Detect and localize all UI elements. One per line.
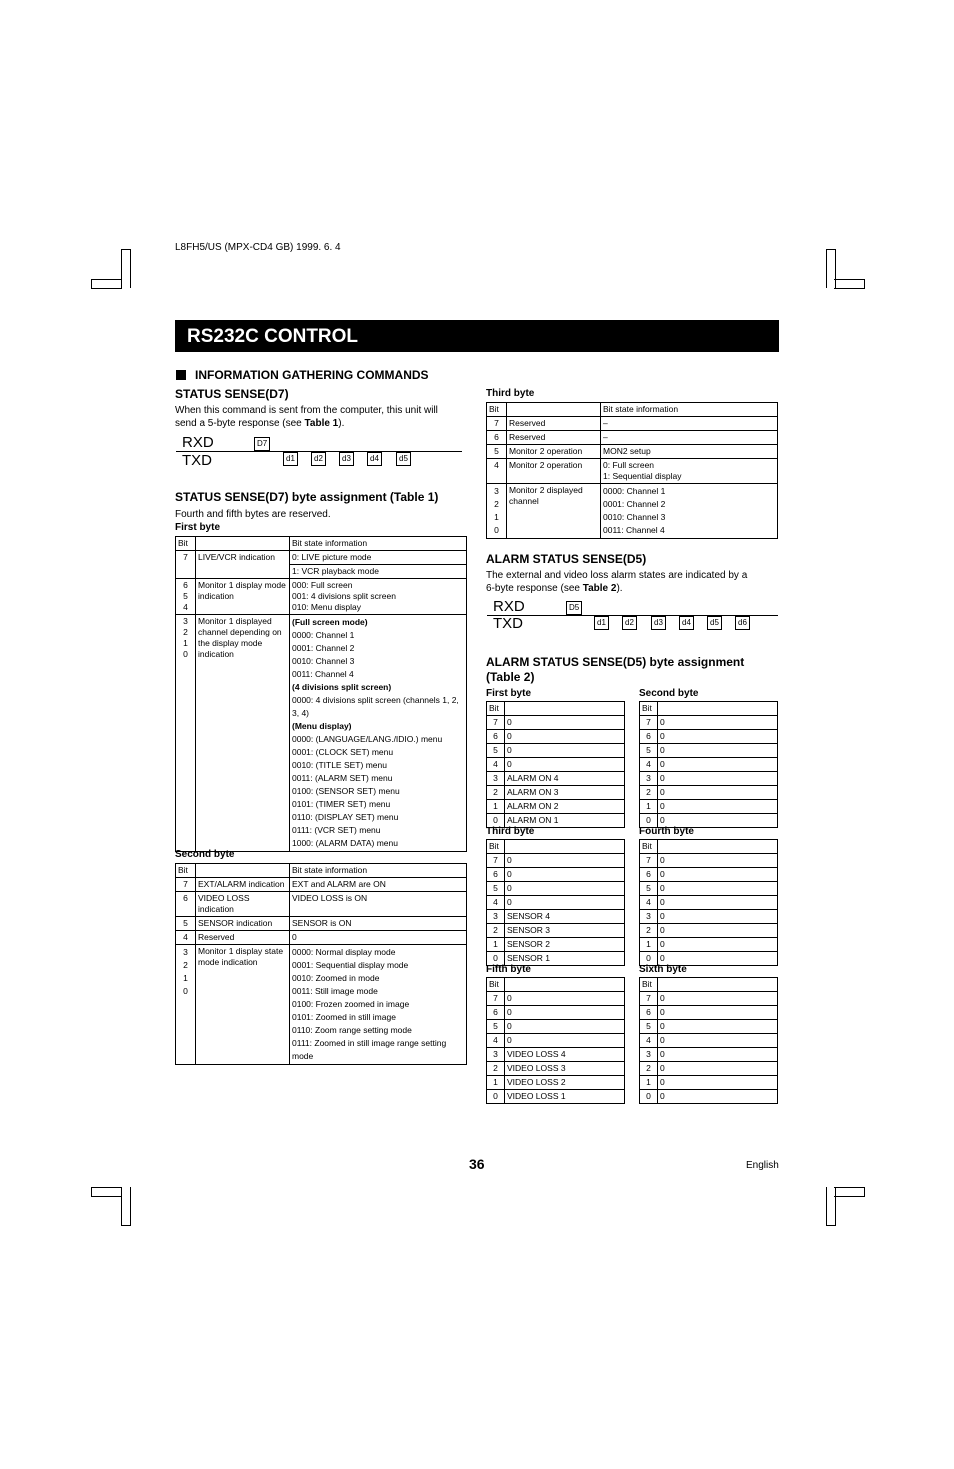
bit-cell: 7 [176, 878, 196, 892]
table-row: 7 0 [487, 992, 625, 1006]
bit-cell: 4 [487, 459, 507, 484]
table1-second-byte-label: Second byte [175, 849, 235, 860]
alarm-txd-byte-2: d2 [622, 616, 637, 630]
table1-note: Fourth and fifth bytes are reserved. [175, 509, 331, 520]
table-row: 2 ALARM ON 3 [487, 786, 625, 800]
table1-first-byte-label: First byte [175, 522, 221, 533]
state-cell: SENSOR is ON [290, 917, 467, 931]
table-row: 5 0 [640, 1020, 778, 1034]
table-row: 2 0 [640, 1062, 778, 1076]
field-name: Monitor 2 operation [507, 445, 601, 459]
title-bar [175, 320, 779, 352]
table2-byte-label: First byte [486, 688, 532, 699]
field-name: LIVE/VCR indication [196, 551, 290, 579]
table2-byte-label: Second byte [639, 688, 699, 699]
table-row: 2 0 [640, 786, 778, 800]
table-row: 0 0 [640, 1090, 778, 1104]
field-name: SENSOR indication [196, 917, 290, 931]
table-row: 7 0 [640, 716, 778, 730]
table-row: 6 0 [487, 1006, 625, 1020]
state-cell: (Full screen mode) 0000: Channel 1 0001: Channel 2 0010: Channel 3 0011: Channel 4 (4 divisions split screen) 0000: 4 divisions split screen (channels 1, 2, 3, 4) (Menu display) 0000: (LANGUAGE/LANG./IDIO.) menu 0001: (CLOCK SET) menu 0010: (TITLE SET) menu 0011: (ALARM SET) menu 0100: (SENSOR SET) menu 0101: (TIMER SET) menu 0110: (DISPLAY SET) menu 0111: (VCR SET) menu 1000: (ALARM DATA) menu [290, 615, 467, 852]
alarm-txd-byte-1: d1 [594, 616, 609, 630]
state-cell: – [601, 431, 778, 445]
table2-byte-label: Fourth byte [639, 826, 694, 837]
table-row: 6 0 [640, 730, 778, 744]
table-row: 1 0 [640, 1076, 778, 1090]
table-row: 4 0 [487, 758, 625, 772]
state-cell: 0000: Channel 1 0001: Channel 2 0010: Channel 3 0011: Channel 4 [601, 484, 778, 539]
crop-mark-bottom-right [826, 1187, 864, 1225]
table-row: 3 0 [640, 1048, 778, 1062]
txd-byte-1: d1 [283, 452, 298, 466]
state-cell: 000: Full screen 001: 4 divisions split screen 010: Menu display [290, 579, 467, 615]
page-number: 36 [469, 1156, 485, 1172]
status-sense-desc-2: send a 5-byte response (see Table 1). [175, 418, 345, 429]
bit-cell: 3 2 1 0 [487, 484, 507, 539]
table2-byte-label: Third byte [486, 826, 535, 837]
crop-mark-top-left [91, 249, 129, 287]
col-info: Bit state information [290, 864, 467, 878]
crop-mark-top-right [826, 249, 864, 287]
crop-mark-bottom-left [91, 1187, 129, 1225]
table-row: 7 0 [640, 992, 778, 1006]
table-row: 4 0 [487, 1034, 625, 1048]
rxd-command-d7: D7 [254, 437, 270, 451]
table-row: 1 VIDEO LOSS 2 [487, 1076, 625, 1090]
status-sense-heading: STATUS SENSE(D7) [175, 387, 289, 401]
field-name: Reserved [196, 931, 290, 945]
table2-byte-table [486, 701, 625, 828]
table2-byte-table [486, 977, 625, 1104]
table2-heading: ALARM STATUS SENSE(D5) byte assignment (Table 2) [486, 655, 745, 684]
table-row: 3 ALARM ON 4 [487, 772, 625, 786]
bit-cell: 7 [487, 417, 507, 431]
bit-cell: 6 [176, 892, 196, 917]
state-cell: 0: LIVE picture mode 1: VCR playback mode [290, 551, 467, 579]
alarm-txd-label: TXD [493, 615, 523, 632]
table1-heading: STATUS SENSE(D7) byte assignment (Table 1) [175, 490, 439, 504]
table-row: 2 0 [640, 924, 778, 938]
state-cell: – [601, 417, 778, 431]
bit-cell: 3 2 1 0 [176, 615, 196, 852]
table-row: 7 0 [487, 854, 625, 868]
table-row: 4 0 [640, 758, 778, 772]
table-row: 0 0 [640, 814, 778, 828]
bit-cell: 6 [487, 431, 507, 445]
table-row: 0 ALARM ON 1 [487, 814, 625, 828]
table-row: 3 0 [640, 772, 778, 786]
alarm-sense-desc-2: 6-byte response (see Table 2). [486, 583, 623, 594]
col-info: Bit state information [290, 537, 467, 551]
table1-third-byte-label: Third byte [486, 388, 535, 399]
alarm-txd-byte-5: d5 [707, 616, 722, 630]
field-name: Reserved [507, 431, 601, 445]
state-cell: EXT and ALARM are ON [290, 878, 467, 892]
table2-byte-label: Fifth byte [486, 964, 531, 975]
col-bit: Bit [640, 702, 658, 716]
alarm-sense-desc-1: The external and video loss alarm states are indicated by a [486, 570, 748, 581]
col-bit: Bit [487, 978, 505, 992]
bit-cell: 5 [176, 917, 196, 931]
table-row: 1 0 [640, 938, 778, 952]
table-row: 6 0 [640, 1006, 778, 1020]
table-row: 7 0 [487, 716, 625, 730]
table-row: 3 0 [640, 910, 778, 924]
alarm-txd-byte-4: d4 [679, 616, 694, 630]
table-row: 4 0 [640, 1034, 778, 1048]
col-bit: Bit [487, 702, 505, 716]
field-name: Monitor 2 displayed channel [507, 484, 601, 539]
rxd-command-d5: D5 [566, 601, 582, 615]
bit-cell: 3 2 1 0 [176, 945, 196, 1065]
alarm-txd-byte-6: d6 [735, 616, 750, 630]
table-row: 0 SENSOR 1 [487, 952, 625, 966]
table-row: 1 ALARM ON 2 [487, 800, 625, 814]
col-bit: Bit [487, 403, 507, 417]
col-bit: Bit [176, 864, 196, 878]
txd-byte-3: d3 [339, 452, 354, 466]
table-row: 5 0 [487, 882, 625, 896]
table-row: 3 SENSOR 4 [487, 910, 625, 924]
state-cell: VIDEO LOSS is ON [290, 892, 467, 917]
table2-byte-table [639, 977, 778, 1104]
section-heading: INFORMATION GATHERING COMMANDS [195, 368, 429, 382]
table-row: 6 0 [487, 868, 625, 882]
txd-byte-4: d4 [367, 452, 382, 466]
table1-first-byte [175, 536, 467, 852]
col-info: Bit state information [601, 403, 778, 417]
table-row: 2 SENSOR 3 [487, 924, 625, 938]
table-row: 7 0 [640, 854, 778, 868]
bit-cell: 6 5 4 [176, 579, 196, 615]
table2-byte-table [486, 839, 625, 966]
table2-byte-table [639, 701, 778, 828]
field-name: Monitor 1 display state mode indication [196, 945, 290, 1065]
field-name: Monitor 1 display mode indication [196, 579, 290, 615]
state-cell: MON2 setup [601, 445, 778, 459]
rxd-label: RXD [182, 434, 214, 451]
page-title: RS232C CONTROL [187, 326, 359, 347]
table-row: 1 SENSOR 2 [487, 938, 625, 952]
col-bit: Bit [487, 840, 505, 854]
table-row: 5 0 [487, 744, 625, 758]
state-cell: 0 [290, 931, 467, 945]
doc-code: L8FH5/US (MPX-CD4 GB) 1999. 6. 4 [175, 242, 341, 253]
table-row: 4 0 [640, 896, 778, 910]
txd-byte-2: d2 [311, 452, 326, 466]
table-row: 6 0 [640, 868, 778, 882]
table1-second-byte [175, 863, 467, 1065]
table-row: 6 0 [487, 730, 625, 744]
col-bit: Bit [640, 978, 658, 992]
field-name: VIDEO LOSS indication [196, 892, 290, 917]
table-row: 4 0 [487, 896, 625, 910]
alarm-sense-heading: ALARM STATUS SENSE(D5) [486, 552, 647, 566]
field-name: Monitor 2 operation [507, 459, 601, 484]
status-sense-desc-1: When this command is sent from the computer, this unit will [175, 405, 438, 416]
bit-cell: 7 [176, 551, 196, 579]
table2-byte-table [639, 839, 778, 966]
field-name: Reserved [507, 417, 601, 431]
bit-cell: 4 [176, 931, 196, 945]
table-row: 5 0 [640, 744, 778, 758]
col-bit: Bit [640, 840, 658, 854]
table-row: 0 0 [640, 952, 778, 966]
table1-third-byte [486, 402, 778, 539]
alarm-rxd-label: RXD [493, 598, 525, 615]
txd-byte-5: d5 [396, 452, 411, 466]
table-row: 1 0 [640, 800, 778, 814]
col-bit: Bit [176, 537, 196, 551]
state-cell: 0000: Normal display mode 0001: Sequential display mode 0010: Zoomed in mode 0011: Still image mode 0100: Frozen zoomed in image 0101: Zoomed in still image 0110: Zoom range setting mode 0111: Zoomed in still image range setting mode [290, 945, 467, 1065]
table-row: 3 VIDEO LOSS 4 [487, 1048, 625, 1062]
table-row: 5 0 [487, 1020, 625, 1034]
alarm-txd-byte-3: d3 [651, 616, 666, 630]
table2-byte-label: Sixth byte [639, 964, 687, 975]
table-row: 0 VIDEO LOSS 1 [487, 1090, 625, 1104]
state-cell: 0: Full screen 1: Sequential display [601, 459, 778, 484]
table-row: 5 0 [640, 882, 778, 896]
field-name: Monitor 1 displayed channel depending on the display mode indication [196, 615, 290, 852]
bit-cell: 5 [487, 445, 507, 459]
table-row: 2 VIDEO LOSS 3 [487, 1062, 625, 1076]
language-label: English [746, 1160, 779, 1171]
field-name: EXT/ALARM indication [196, 878, 290, 892]
section-bullet-icon [176, 370, 186, 380]
txd-label: TXD [182, 452, 212, 469]
